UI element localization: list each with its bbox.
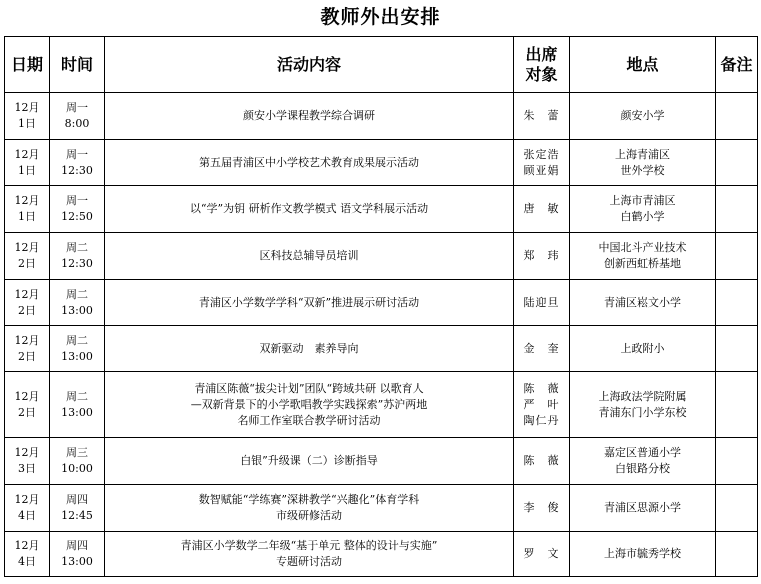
header-location: 地点 xyxy=(570,37,716,93)
cell-note xyxy=(716,326,758,372)
schedule-table xyxy=(4,36,758,577)
cell-time: 周一 12:50 xyxy=(50,186,105,233)
header-attendee: 出席 对象 xyxy=(514,37,570,93)
cell-location: 青浦区崧文小学 xyxy=(570,280,716,326)
cell-date: 12月 1日 xyxy=(5,186,50,233)
cell-note xyxy=(716,438,758,485)
cell-attendee: 唐 敏 xyxy=(514,186,570,233)
header-note: 备注 xyxy=(716,37,758,93)
cell-time: 周二 13:00 xyxy=(50,280,105,326)
cell-note xyxy=(716,532,758,577)
cell-activity: 颜安小学课程教学综合调研 xyxy=(105,93,514,140)
cell-note xyxy=(716,485,758,532)
table-row xyxy=(5,233,758,280)
cell-attendee: 张定浩 顾亚娟 xyxy=(514,140,570,186)
cell-date: 12月 4日 xyxy=(5,532,50,577)
cell-location: 嘉定区普通小学 白银路分校 xyxy=(570,438,716,485)
cell-date: 12月 1日 xyxy=(5,93,50,140)
cell-time: 周二 12:30 xyxy=(50,233,105,280)
cell-attendee: 金 奎 xyxy=(514,326,570,372)
cell-date: 12月 2日 xyxy=(5,280,50,326)
table-row xyxy=(5,326,758,372)
cell-location: 上政附小 xyxy=(570,326,716,372)
table-row xyxy=(5,93,758,140)
cell-time: 周四 13:00 xyxy=(50,532,105,577)
cell-attendee: 李 俊 xyxy=(514,485,570,532)
cell-time: 周四 12:45 xyxy=(50,485,105,532)
cell-location: 青浦区思源小学 xyxy=(570,485,716,532)
cell-attendee: 陈 薇 严 叶 陶仁丹 xyxy=(514,372,570,438)
cell-location: 上海青浦区 世外学校 xyxy=(570,140,716,186)
cell-activity: 区科技总辅导员培训 xyxy=(105,233,514,280)
table-row xyxy=(5,140,758,186)
cell-location: 上海市青浦区 白鹤小学 xyxy=(570,186,716,233)
table-row xyxy=(5,438,758,485)
cell-location: 上海政法学院附属 青浦东门小学东校 xyxy=(570,372,716,438)
header-activity: 活动内容 xyxy=(105,37,514,93)
page-title: 教师外出安排 xyxy=(320,6,441,28)
cell-location: 颜安小学 xyxy=(570,93,716,140)
cell-location: 上海市毓秀学校 xyxy=(570,532,716,577)
cell-note xyxy=(716,280,758,326)
cell-note xyxy=(716,372,758,438)
cell-attendee: 陈 薇 xyxy=(514,438,570,485)
cell-attendee: 罗 文 xyxy=(514,532,570,577)
cell-date: 12月 3日 xyxy=(5,438,50,485)
cell-date: 12月 4日 xyxy=(5,485,50,532)
cell-location: 中国北斗产业技术 创新西虹桥基地 xyxy=(570,233,716,280)
table-row xyxy=(5,186,758,233)
cell-attendee: 朱 蕾 xyxy=(514,93,570,140)
cell-time: 周二 13:00 xyxy=(50,326,105,372)
cell-attendee: 郑 玮 xyxy=(514,233,570,280)
cell-time: 周二 13:00 xyxy=(50,372,105,438)
cell-activity: 青浦区小学数学二年级“基于单元 整体的设计与实施” 专题研讨活动 xyxy=(105,532,514,577)
cell-attendee: 陆迎旦 xyxy=(514,280,570,326)
table-row xyxy=(5,532,758,577)
cell-note xyxy=(716,186,758,233)
cell-activity: 第五届青浦区中小学校艺术教育成果展示活动 xyxy=(105,140,514,186)
cell-note xyxy=(716,93,758,140)
cell-date: 12月 2日 xyxy=(5,326,50,372)
cell-date: 12月 1日 xyxy=(5,140,50,186)
cell-time: 周一 8:00 xyxy=(50,93,105,140)
cell-activity: 白银”升级课（二）诊断指导 xyxy=(105,438,514,485)
table-row xyxy=(5,372,758,438)
cell-date: 12月 2日 xyxy=(5,372,50,438)
cell-activity: 以“学”为钥 研析作文教学模式 语文学科展示活动 xyxy=(105,186,514,233)
cell-time: 周一 12:30 xyxy=(50,140,105,186)
table-row xyxy=(5,280,758,326)
cell-activity: 青浦区陈薇“拔尖计划”团队“跨域共研 以歌育人 —双新背景下的小学歌唱教学实践探索”苏沪两地 名师工作室联合教学研讨活动 xyxy=(105,372,514,438)
cell-activity: 青浦区小学数学学科“双新”推进展示研讨活动 xyxy=(105,280,514,326)
cell-activity: 数智赋能“学练赛”深耕教学“兴趣化”体育学科 市级研修活动 xyxy=(105,485,514,532)
table-row xyxy=(5,485,758,532)
header-time: 时间 xyxy=(50,37,105,93)
header-row xyxy=(5,37,758,93)
cell-note xyxy=(716,233,758,280)
header-date: 日期 xyxy=(5,37,50,93)
cell-note xyxy=(716,140,758,186)
cell-activity: 双新驱动 素养导向 xyxy=(105,326,514,372)
cell-date: 12月 2日 xyxy=(5,233,50,280)
cell-time: 周三 10:00 xyxy=(50,438,105,485)
